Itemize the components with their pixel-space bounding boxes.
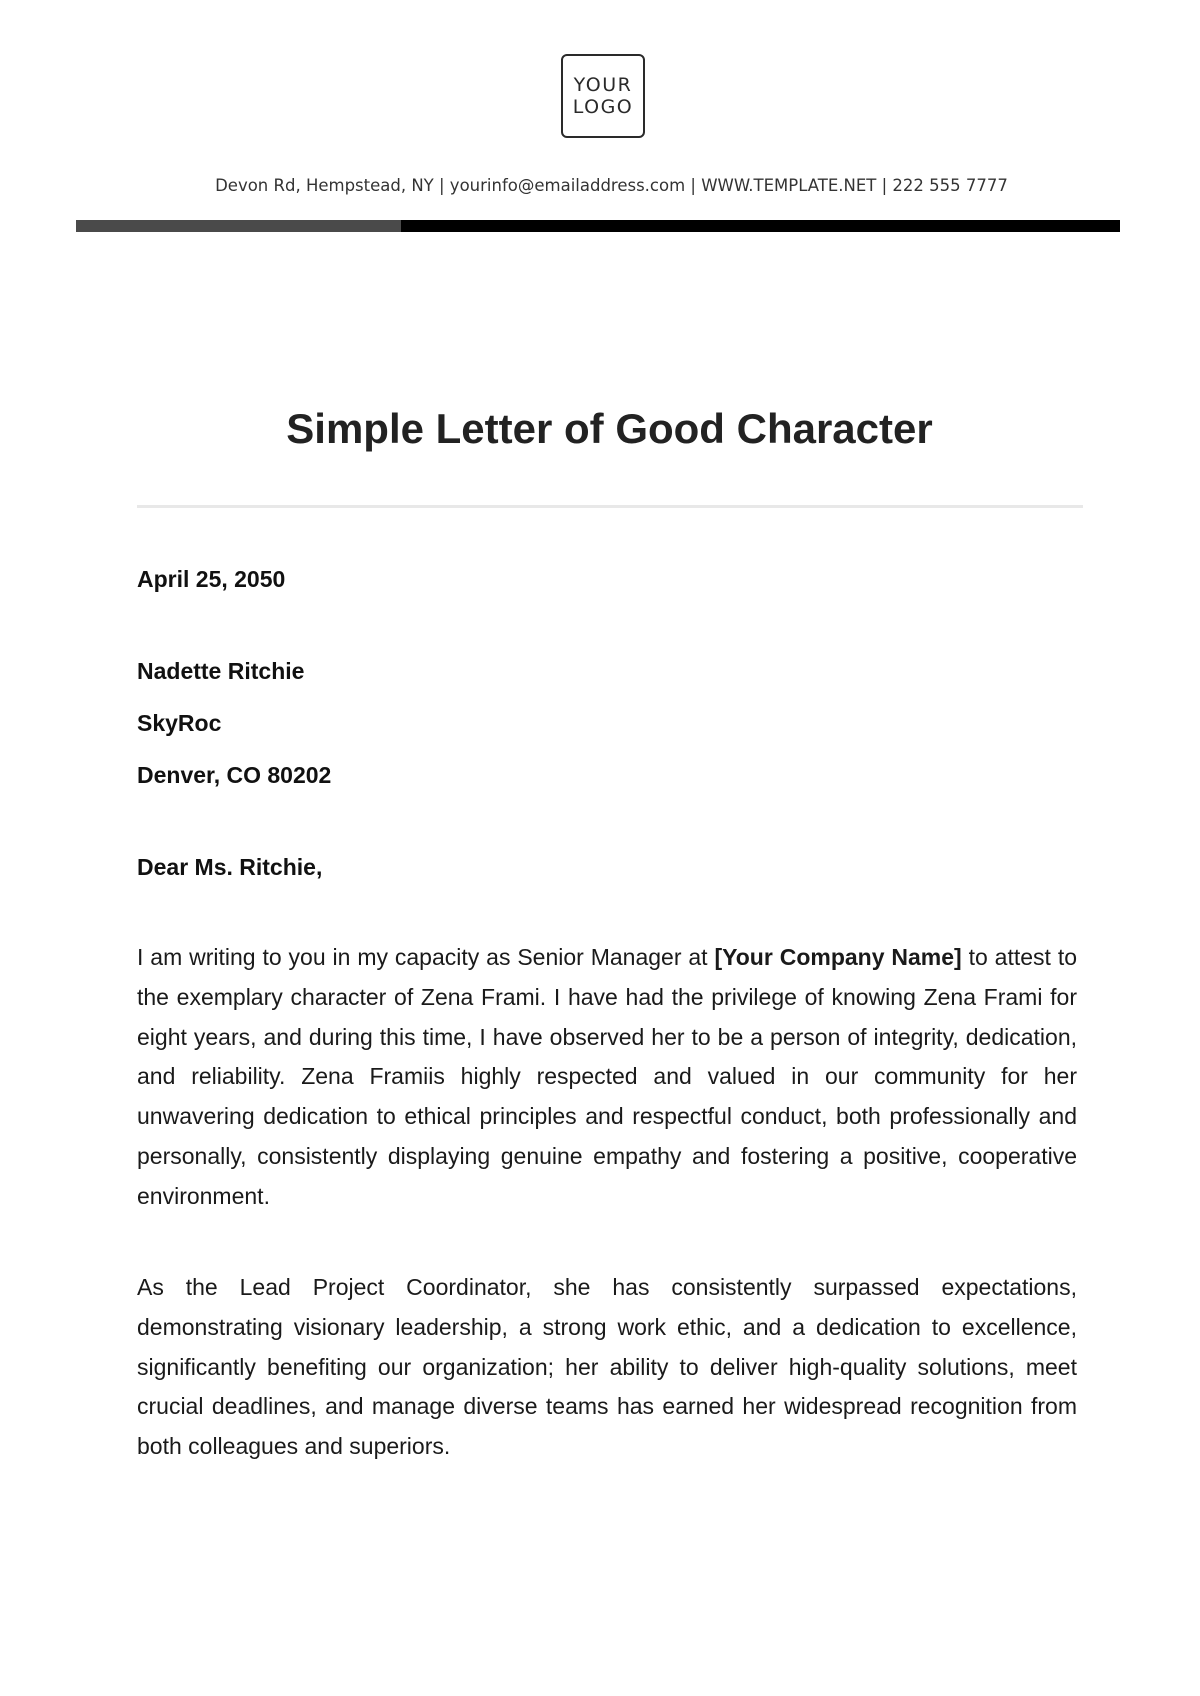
contact-info: Devon Rd, Hempstead, NY | yourinfo@emailaddress.com | WWW.TEMPLATE.NET | 222 555 7777: [215, 176, 1008, 195]
recipient-address: Denver, CO 80202: [137, 762, 332, 788]
header-rule-grey-segment: [76, 220, 401, 232]
body-paragraph-2: As the Lead Project Coordinator, she has consistently surpassed expectations, demonstrating visionary leadership, a strong work ethic, and a dedication to excellence, significantly benefiting our organization; her ability to deliver high-quality solutions, meet crucial deadlines, and manage diverse teams has earned her widespread recognition from both colleagues and superiors.: [137, 1274, 1077, 1460]
logo-text-line1: YOUR: [573, 74, 633, 96]
logo: [561, 54, 645, 138]
body-paragraph-1: [137, 938, 1077, 1217]
title-divider: [137, 505, 1083, 508]
paragraph-1-intro: I am writing to you in my capacity as Senior Manager at: [137, 944, 715, 970]
header-rule-black-segment: [401, 220, 1120, 232]
letter-date: April 25, 2050: [137, 566, 286, 592]
recipient-company: SkyRoc: [137, 710, 222, 736]
paragraph-1-rest: to attest to the exemplary character of Zena Frami. I have had the privilege of knowing Zena Frami for eight years, and during this time, I have observed her to be a person of integrity, dedication, and reliability. Zena Framiis highly respected and valued in our community for her unwavering dedication to ethical principles and respectful conduct, both professionally and personally, consistently displaying genuine empathy and fostering a positive, cooperative environment.: [137, 944, 1078, 1209]
logo-text-line2: LOGO: [572, 96, 634, 118]
company-name-placeholder: [Your Company Name]: [714, 944, 962, 970]
salutation: Dear Ms. Ritchie,: [137, 854, 323, 880]
recipient-name: Nadette Ritchie: [137, 658, 305, 684]
document-title: Simple Letter of Good Character: [286, 405, 933, 452]
header-rule: [76, 220, 1120, 232]
